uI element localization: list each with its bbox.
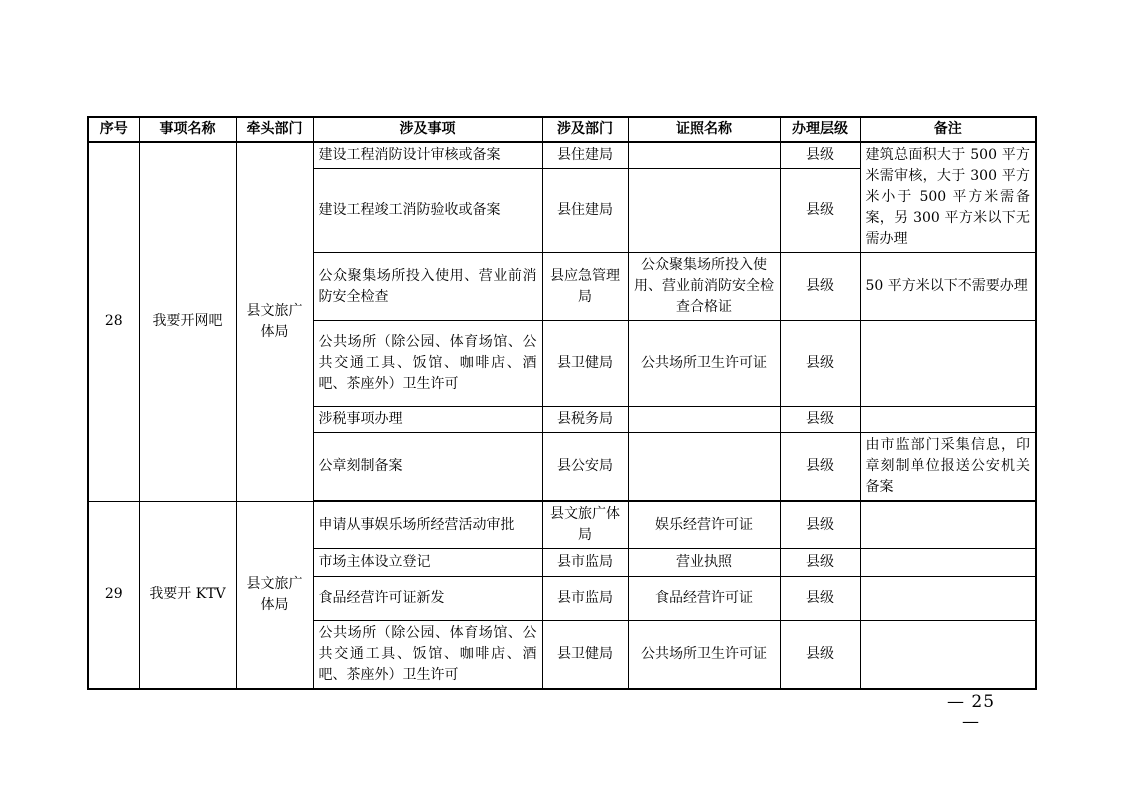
group-no: 28	[88, 142, 139, 501]
group-name: 我要开网吧	[139, 142, 236, 501]
note-cell: 由市监部门采集信息，印章刻制单位报送公安机关备案	[860, 433, 1036, 502]
matter-cell: 食品经营许可证新发	[313, 577, 542, 621]
note-cell	[860, 321, 1036, 407]
matter-cell: 涉税事项办理	[313, 407, 542, 433]
level-cell: 县级	[780, 433, 860, 502]
matter-cell: 公共场所（除公园、体育场馆、公共交通工具、饭馆、咖啡店、酒吧、茶座外）卫生许可	[313, 621, 542, 690]
dept-cell: 县市监局	[542, 577, 628, 621]
dept-cell: 县文旅广体局	[542, 501, 628, 549]
document-page	[87, 116, 1035, 690]
header-item-name: 事项名称	[139, 117, 236, 142]
level-cell: 县级	[780, 577, 860, 621]
level-cell: 县级	[780, 321, 860, 407]
note-cell: 50 平方米以下不需要办理	[860, 253, 1036, 321]
license-cell: 公众聚集场所投入使用、营业前消防安全检查合格证	[628, 253, 780, 321]
license-cell	[628, 433, 780, 502]
header-dept: 涉及部门	[542, 117, 628, 142]
header-license: 证照名称	[628, 117, 780, 142]
matter-cell: 申请从事娱乐场所经营活动审批	[313, 501, 542, 549]
license-cell: 公共场所卫生许可证	[628, 621, 780, 690]
level-cell: 县级	[780, 549, 860, 577]
group-lead-dept: 县文旅广体局	[236, 142, 313, 501]
table-row	[88, 501, 1036, 549]
license-cell	[628, 407, 780, 433]
note-cell	[860, 407, 1036, 433]
license-cell: 食品经营许可证	[628, 577, 780, 621]
license-cell: 营业执照	[628, 549, 780, 577]
note-cell	[860, 549, 1036, 577]
license-cell	[628, 169, 780, 253]
level-cell: 县级	[780, 407, 860, 433]
header-lead-dept: 牵头部门	[236, 117, 313, 142]
license-cell: 公共场所卫生许可证	[628, 321, 780, 407]
dept-cell: 县住建局	[542, 142, 628, 169]
group-name: 我要开 KTV	[139, 501, 236, 689]
license-cell	[628, 142, 780, 169]
level-cell: 县级	[780, 169, 860, 253]
note-cell	[860, 621, 1036, 690]
note-cell	[860, 577, 1036, 621]
table-header-row	[88, 117, 1036, 142]
dept-cell: 县卫健局	[542, 621, 628, 690]
header-seq: 序号	[88, 117, 139, 142]
level-cell: 县级	[780, 621, 860, 690]
license-cell: 娱乐经营许可证	[628, 501, 780, 549]
dept-cell: 县住建局	[542, 169, 628, 253]
matter-cell: 公共场所（除公园、体育场馆、公共交通工具、饭馆、咖啡店、酒吧、茶座外）卫生许可	[313, 321, 542, 407]
dept-cell: 县应急管理局	[542, 253, 628, 321]
matter-cell: 公众聚集场所投入使用、营业前消防安全检查	[313, 253, 542, 321]
level-cell: 县级	[780, 501, 860, 549]
matter-cell: 建设工程消防设计审核或备案	[313, 142, 542, 169]
group-no: 29	[88, 501, 139, 689]
level-cell: 县级	[780, 253, 860, 321]
dept-cell: 县卫健局	[542, 321, 628, 407]
dept-cell: 县公安局	[542, 433, 628, 502]
matter-cell: 市场主体设立登记	[313, 549, 542, 577]
level-cell: 县级	[780, 142, 860, 169]
header-level: 办理层级	[780, 117, 860, 142]
group-lead-dept: 县文旅广体局	[236, 501, 313, 689]
matter-cell: 公章刻制备案	[313, 433, 542, 502]
matter-cell: 建设工程竣工消防验收或备案	[313, 169, 542, 253]
header-note: 备注	[860, 117, 1036, 142]
dept-cell: 县税务局	[542, 407, 628, 433]
service-items-table	[87, 116, 1037, 690]
dept-cell: 县市监局	[542, 549, 628, 577]
note-cell: 建筑总面积大于 500 平方米需审核，大于 300 平方米小于 500 平方米需备案，另 300 平方米以下无需办理	[860, 142, 1036, 253]
header-matter: 涉及事项	[313, 117, 542, 142]
note-cell	[860, 501, 1036, 549]
table-row	[88, 142, 1036, 169]
page-number: — 25 —	[946, 692, 996, 732]
